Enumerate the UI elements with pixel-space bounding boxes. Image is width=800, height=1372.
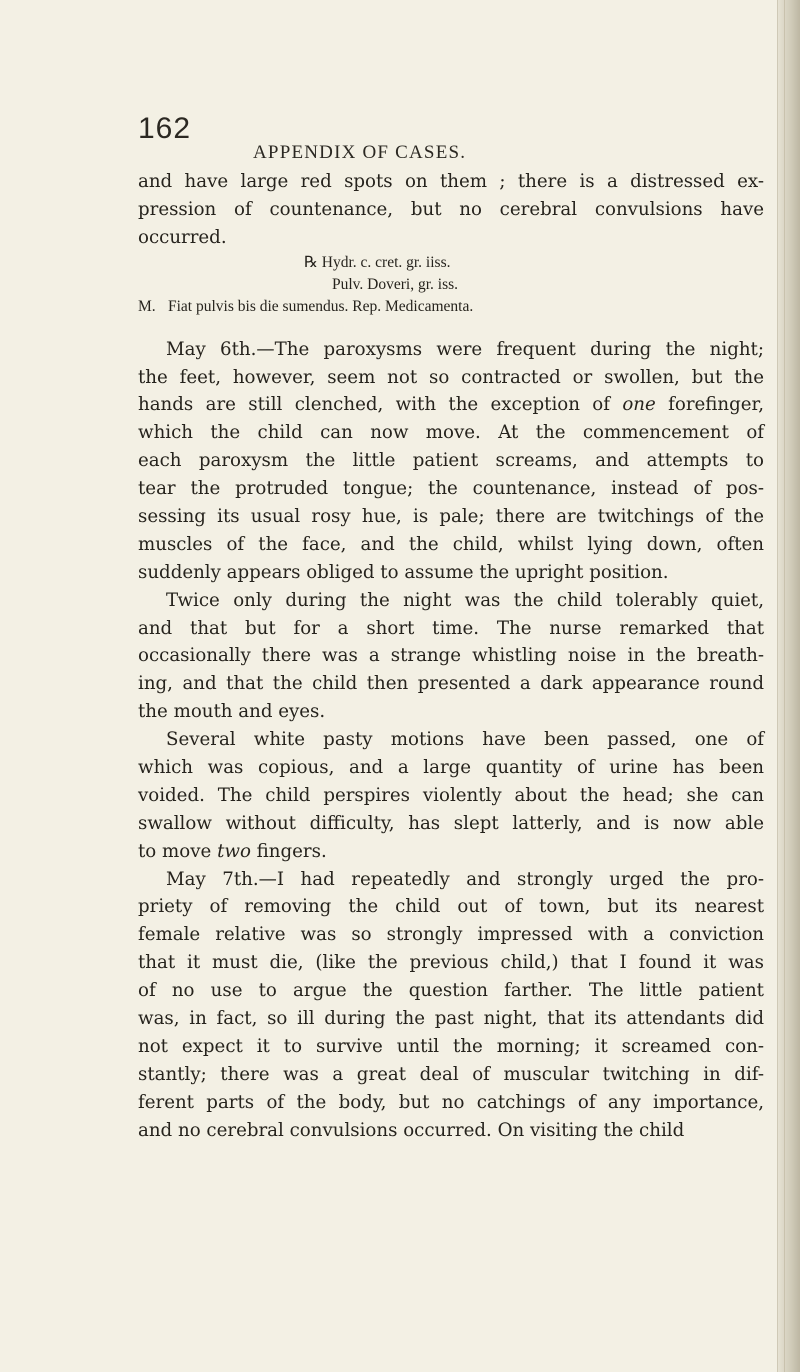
- text-run: to move: [138, 840, 218, 862]
- prescription-line: ℞ Hydr. c. cret. gr. iiss.: [304, 253, 451, 271]
- text-line: sessing its usual rosy hue, is pale; there are twitchings of the: [138, 506, 764, 528]
- page-body: [138, 168, 764, 1145]
- text-line: which was copious, and a large quantity of urine has been: [138, 757, 764, 779]
- text-line: stantly; there was a great deal of muscular twitching in dif-: [138, 1063, 764, 1085]
- text-line: the mouth and eyes.: [138, 701, 326, 723]
- text-line: and that but for a short time. The nurse remarked that: [138, 617, 764, 639]
- running-head: APPENDIX OF CASES.: [253, 142, 467, 163]
- text-line: which the child can now move. At the commencement of: [138, 422, 764, 444]
- text-line: of no use to argue the question farther. The little patient: [138, 980, 764, 1002]
- page-header: [0, 112, 800, 162]
- page-edge: [777, 0, 800, 1372]
- text-line: suddenly appears obliged to assume the upright position.: [138, 561, 669, 583]
- prescription-mark: M.: [138, 297, 156, 315]
- text-line: not expect it to survive until the morning; it screamed con-: [138, 1035, 764, 1057]
- prescription-line: Pulv. Doveri, gr. iss.: [332, 275, 459, 293]
- italic-word: two: [217, 840, 251, 862]
- italic-word: one: [622, 394, 656, 416]
- text-line: swallow without difficulty, has slept latterly, and is now able: [138, 812, 764, 834]
- text-line: occurred.: [138, 226, 227, 248]
- prescription-text: Fiat pulvis bis die sumendus. Rep. Medicamenta.: [168, 297, 474, 315]
- text-line: voided. The child perspires violently about the head; she can: [138, 784, 764, 806]
- text-run: forefinger,: [655, 394, 765, 416]
- text-line: ing, and that the child then presented a dark appearance round: [138, 673, 764, 695]
- text-line: [138, 391, 764, 419]
- text-line: female relative was so strongly impressed with a conviction: [138, 924, 764, 946]
- text-line: that it must die, (like the previous child,) that I found it was: [138, 952, 764, 974]
- text-line: the feet, however, seem not so contracted or swollen, but the: [138, 366, 764, 388]
- prescription: [138, 252, 764, 318]
- text-line: tear the protruded tongue; the countenance, instead of pos-: [138, 478, 764, 500]
- text-run: hands are still clenched, with the exception of: [138, 394, 623, 416]
- text-line: [138, 838, 764, 866]
- text-line: each paroxysm the little patient screams, and attempts to: [138, 450, 764, 472]
- text-line: occasionally there was a strange whistling noise in the breath-: [138, 645, 764, 667]
- text-line: muscles of the face, and the child, whilst lying down, often: [138, 533, 764, 555]
- text-line: and have large red spots on them ; there is a distressed ex-: [138, 171, 764, 192]
- text-line: ferent parts of the body, but no catchings of any importance,: [138, 1091, 764, 1113]
- text-line: pression of countenance, but no cerebral convulsions have: [138, 198, 764, 220]
- text-line: and no cerebral convulsions occurred. On visiting the child: [138, 1119, 685, 1141]
- text-line: Several white pasty motions have been passed, one of: [166, 729, 764, 751]
- text-line: May 6th.—The paroxysms were frequent during the night;: [166, 338, 764, 360]
- text-line: priety of removing the child out of town, but its nearest: [138, 896, 764, 918]
- text-line: May 7th.—I had repeatedly and strongly urged the pro-: [166, 868, 764, 890]
- prescription-line: [138, 296, 764, 318]
- text-run: fingers.: [250, 840, 327, 862]
- text-line: was, in fact, so ill during the past night, that its attendants did: [138, 1008, 764, 1030]
- page-number: 162: [138, 112, 192, 145]
- text-line: Twice only during the night was the child tolerably quiet,: [166, 589, 764, 611]
